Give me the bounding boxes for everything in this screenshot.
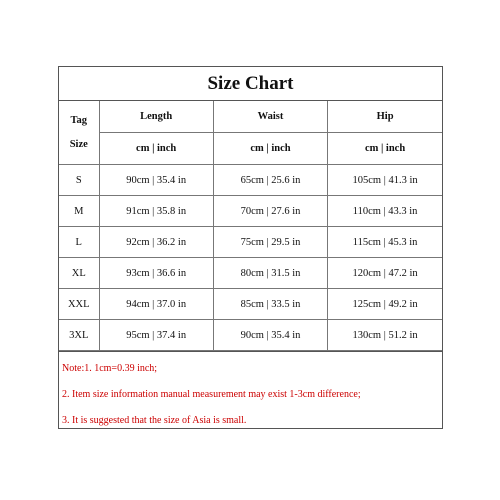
table-row xyxy=(59,258,442,289)
hip-cell: 130cm | 51.2 in xyxy=(328,320,442,351)
table-row xyxy=(59,227,442,258)
waist-cell: 80cm | 31.5 in xyxy=(213,258,327,289)
hip-cell: 120cm | 47.2 in xyxy=(328,258,442,289)
note-line: 2. Item size information manual measurement may exist 1-3cm difference; xyxy=(62,389,361,400)
size-table xyxy=(59,101,442,351)
waist-header: Waist xyxy=(213,101,327,133)
length-cell: 94cm | 37.0 in xyxy=(99,289,213,320)
tag-size-header xyxy=(59,101,99,165)
length-cell: 92cm | 36.2 in xyxy=(99,227,213,258)
waist-cell: 65cm | 25.6 in xyxy=(213,165,327,196)
hip-cell: 125cm | 49.2 in xyxy=(328,289,442,320)
table-row xyxy=(59,196,442,227)
size-cell: XXL xyxy=(59,289,99,320)
waist-cell: 75cm | 29.5 in xyxy=(213,227,327,258)
hip-cell: 105cm | 41.3 in xyxy=(328,165,442,196)
waist-cell: 85cm | 33.5 in xyxy=(213,289,327,320)
size-cell: L xyxy=(59,227,99,258)
table-row xyxy=(59,289,442,320)
length-cell: 95cm | 37.4 in xyxy=(99,320,213,351)
hip-unit: cm | inch xyxy=(328,133,442,165)
length-unit: cm | inch xyxy=(99,133,213,165)
hip-header: Hip xyxy=(328,101,442,133)
table-row xyxy=(59,165,442,196)
size-cell: 3XL xyxy=(59,320,99,351)
hip-cell: 110cm | 43.3 in xyxy=(328,196,442,227)
size-cell: M xyxy=(59,196,99,227)
size-cell: S xyxy=(59,165,99,196)
hip-cell: 115cm | 45.3 in xyxy=(328,227,442,258)
note-line: Note:1. 1cm=0.39 inch; xyxy=(62,363,158,374)
notes-section xyxy=(59,351,442,434)
waist-cell: 70cm | 27.6 in xyxy=(213,196,327,227)
tag-header-line1: Tag xyxy=(70,114,88,126)
tag-header-line2: Size xyxy=(69,138,88,150)
note-line: 3. It is suggested that the size of Asia is small. xyxy=(62,415,247,426)
chart-title: Size Chart xyxy=(59,67,442,101)
length-header: Length xyxy=(99,101,213,133)
table-row xyxy=(59,320,442,351)
length-cell: 93cm | 36.6 in xyxy=(99,258,213,289)
waist-cell: 90cm | 35.4 in xyxy=(213,320,327,351)
waist-unit: cm | inch xyxy=(213,133,327,165)
size-chart xyxy=(58,66,443,429)
length-cell: 91cm | 35.8 in xyxy=(99,196,213,227)
size-cell: XL xyxy=(59,258,99,289)
length-cell: 90cm | 35.4 in xyxy=(99,165,213,196)
